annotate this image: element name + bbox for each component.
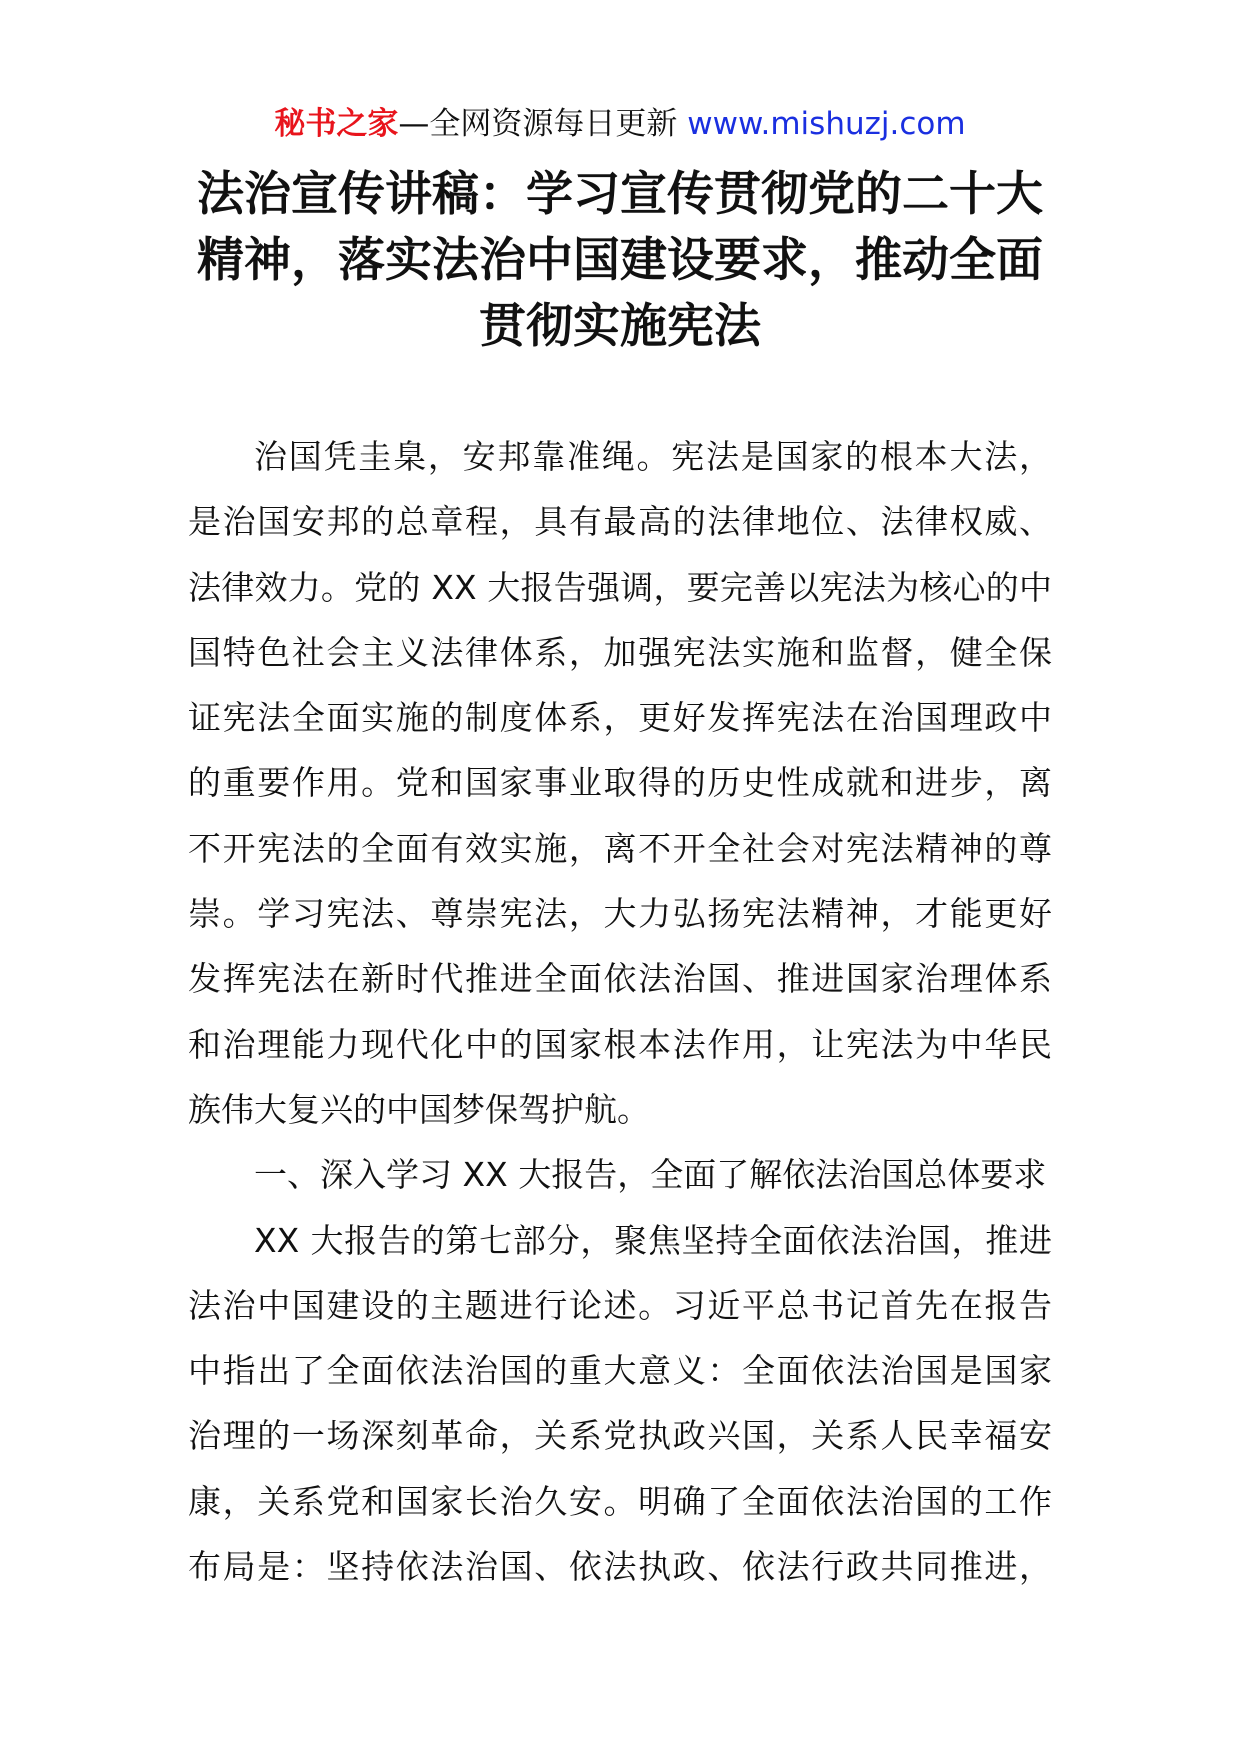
brand-name: 秘书之家 [274, 106, 399, 142]
text-line: 中指出了全面依法治国的重大意义：全面依法治国是国家 [188, 1351, 1052, 1391]
title-line: 精神，落实法治中国建设要求，推动全面 [197, 233, 1043, 288]
text-line: 布局是：坚持依法治国、依法执政、依法行政共同推进， [188, 1547, 1052, 1587]
title-line: 法治宣传讲稿：学习宣传贯彻党的二十大 [197, 167, 1043, 222]
text-line: 的重要作用。党和国家事业取得的历史性成就和进步，离 [188, 763, 1052, 803]
section-heading: 一、深入学习 XX 大报告，全面了解依法治国总体要求 [254, 1155, 1047, 1195]
text-line: 法律效力。党的 XX 大报告强调，要完善以宪法为核心的中 [188, 567, 1052, 607]
text-line: 不开宪法的全面有效实施，离不开全社会对宪法精神的尊 [188, 828, 1052, 868]
text-line: 是治国安邦的总章程，具有最高的法律地位、法律权威、 [188, 502, 1052, 542]
text-line: 发挥宪法在新时代推进全面依法治国、推进国家治理体系 [188, 959, 1052, 999]
site-header [0, 100, 1240, 148]
text-line: 族伟大复兴的中国梦保驾护航。 [188, 1089, 650, 1129]
text-line: 国特色社会主义法律体系，加强宪法实施和监督，健全保 [188, 632, 1052, 672]
title-line: 贯彻实施宪法 [479, 299, 761, 354]
text-line: 治国凭圭臬，安邦靠准绳。宪法是国家的根本大法， [254, 437, 1052, 476]
paragraph-section-one [188, 1208, 1052, 1600]
text-line: 和治理能力现代化中的国家根本法作用，让宪法为中华民 [188, 1024, 1052, 1064]
text-line: XX 大报告的第七部分，聚焦坚持全面依法治国，推进 [254, 1220, 1052, 1260]
document-title [0, 162, 1240, 360]
website-link[interactable]: www.mishuzj.com [687, 106, 966, 142]
text-line: 证宪法全面实施的制度体系，更好发挥宪法在治国理政中 [188, 698, 1052, 738]
text-line: 康，关系党和国家长治久安。明确了全面依法治国的工作 [188, 1481, 1052, 1521]
text-line: 崇。学习宪法、尊崇宪法，大力弘扬宪法精神，才能更好 [188, 894, 1052, 934]
text-line: 法治中国建设的主题进行论述。习近平总书记首先在报告 [188, 1285, 1052, 1325]
header-slogan: —全网资源每日更新 [398, 106, 688, 142]
text-line: 治理的一场深刻革命，关系党执政兴国，关系人民幸福安 [188, 1416, 1052, 1456]
document-body [188, 424, 1052, 1599]
paragraph-intro [188, 424, 1052, 1142]
